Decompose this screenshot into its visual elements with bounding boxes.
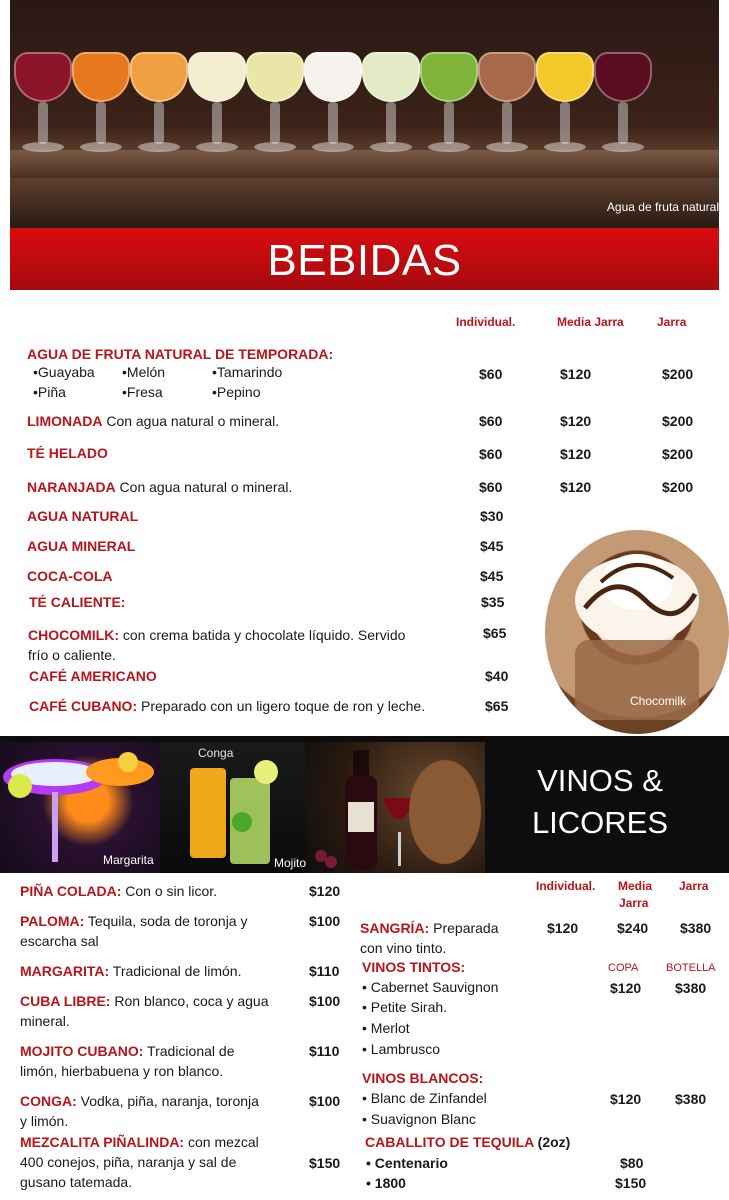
price-copa: $120 xyxy=(610,1091,642,1107)
price-media-jarra: $120 xyxy=(560,366,592,382)
item-sangria xyxy=(360,918,499,938)
header-jarra: Jarra xyxy=(679,879,709,893)
wine-cabernet: • Cabernet Sauvignon xyxy=(362,979,499,995)
lime-slice xyxy=(8,774,32,798)
item-mezcalita xyxy=(20,1132,259,1152)
hero-caption: Agua de fruta natural xyxy=(606,200,719,214)
price: $100 xyxy=(309,993,341,1009)
item-name: MEZCALITA PIÑALINDA: xyxy=(20,1134,185,1150)
item-cafe-cubano xyxy=(29,696,425,716)
header-botella: BOTELLA xyxy=(666,962,716,974)
glass-stem xyxy=(386,102,396,144)
item-name: CABALLITO DE TEQUILA xyxy=(365,1134,534,1150)
item-desc: con crema batida y chocolate líquido. Servido xyxy=(119,627,406,643)
flavor-pina: •Piña xyxy=(33,384,66,400)
chocomilk-caption: Chocomilk xyxy=(630,694,687,708)
item-agua-fruta-name: AGUA DE FRUTA NATURAL DE TEMPORADA: xyxy=(27,346,334,362)
item-name: PIÑA COLADA: xyxy=(20,883,122,899)
bottle-label xyxy=(348,802,374,832)
glass-base xyxy=(138,142,180,152)
glass-bowl xyxy=(188,52,246,102)
item-paloma xyxy=(20,911,247,931)
price: $100 xyxy=(309,913,341,929)
glass-bowl xyxy=(594,52,652,102)
item-desc-2: y limón. xyxy=(20,1113,69,1129)
price-individual: $60 xyxy=(479,479,503,495)
whipped-cream-top xyxy=(601,554,673,610)
item-desc: Tradicional de xyxy=(143,1043,235,1059)
vinos-licores-title xyxy=(505,760,695,844)
mojito-caption: Mojito xyxy=(274,856,307,870)
page-title: BEBIDAS xyxy=(267,236,462,285)
price-individual: $40 xyxy=(485,668,509,684)
price-jarra: $200 xyxy=(662,446,694,462)
item-desc: Con agua natural o mineral. xyxy=(115,479,293,495)
price-individual: $30 xyxy=(480,508,504,524)
glass-stem xyxy=(618,102,628,144)
glass-stem xyxy=(38,102,48,144)
price-individual: $60 xyxy=(479,366,503,382)
fruit-water-glass xyxy=(362,52,420,162)
flavor-fresa: •Fresa xyxy=(122,384,163,400)
item-desc: Vodka, piña, naranja, toronja xyxy=(76,1093,259,1109)
glass-base xyxy=(22,142,64,152)
item-desc-2: con vino tinto. xyxy=(360,940,447,956)
hero-photo xyxy=(10,0,719,228)
glass-stem xyxy=(212,102,222,144)
bebidas-title-bar xyxy=(10,228,719,290)
glass-stem xyxy=(328,102,338,144)
price-individual: $65 xyxy=(483,625,507,641)
header-individual: Individual. xyxy=(456,315,516,329)
flavor-pepino: •Pepino xyxy=(212,384,261,400)
vinos-tintos-title: VINOS TINTOS: xyxy=(362,959,466,975)
glass-base xyxy=(80,142,122,152)
item-agua-mineral-name: AGUA MINERAL xyxy=(27,538,136,554)
price: $150 xyxy=(615,1175,647,1191)
header-individual: Individual. xyxy=(536,879,596,893)
glass-bowl xyxy=(420,52,478,102)
glass-bowl xyxy=(14,52,72,102)
bottle-neck xyxy=(353,750,369,780)
fruit-water-glass xyxy=(478,52,536,162)
glass-base xyxy=(196,142,238,152)
item-cuba-libre xyxy=(20,991,268,1011)
glass-base xyxy=(254,142,296,152)
grape xyxy=(315,850,327,862)
glass-bowl xyxy=(72,52,130,102)
item-size: (2oz) xyxy=(533,1134,571,1150)
header-media-jarra: Media Jarra xyxy=(557,315,624,329)
item-name: SANGRÍA: xyxy=(360,920,430,936)
item-limonada xyxy=(27,411,279,431)
item-name: PALOMA: xyxy=(20,913,85,929)
price-individual: $60 xyxy=(479,413,503,429)
glass-stem xyxy=(52,792,58,862)
glass-bowl xyxy=(304,52,362,102)
header-jarra: Jarra xyxy=(657,315,687,329)
item-name: LIMONADA xyxy=(27,413,103,429)
flavor-guayaba: •Guayaba xyxy=(33,364,95,380)
lemon-slice xyxy=(118,752,138,772)
item-name: CAFÉ CUBANO: xyxy=(29,698,138,714)
fruit-water-glass xyxy=(188,52,246,162)
glass-base xyxy=(312,142,354,152)
price-botella: $380 xyxy=(675,980,707,996)
glass-stem xyxy=(560,102,570,144)
item-desc-2: 400 conejos, piña, naranja y sal de xyxy=(20,1154,237,1170)
price: $100 xyxy=(309,1093,341,1109)
fruit-water-glass xyxy=(72,52,130,162)
item-desc: con mezcal xyxy=(184,1134,259,1150)
price: $80 xyxy=(620,1155,644,1171)
price-individual: $60 xyxy=(479,446,503,462)
wine-glass-stem xyxy=(398,832,401,866)
conga-glass xyxy=(190,768,226,858)
item-desc: Ron blanco, coca y agua xyxy=(110,993,269,1009)
glass-stem xyxy=(502,102,512,144)
glass-base xyxy=(370,142,412,152)
header-copa: COPA xyxy=(608,962,639,974)
item-te-helado-name: TÉ HELADO xyxy=(27,445,108,461)
price-media-jarra: $120 xyxy=(560,479,592,495)
price-media-jarra: $120 xyxy=(560,446,592,462)
tequila-1800: • 1800 xyxy=(366,1175,406,1191)
lime-wedge xyxy=(232,812,252,832)
conga-mojito-illustration xyxy=(160,742,305,873)
price-botella: $380 xyxy=(675,1091,707,1107)
item-desc-2: mineral. xyxy=(20,1013,70,1029)
glass-stem xyxy=(154,102,164,144)
price-jarra: $200 xyxy=(662,366,694,382)
price: $110 xyxy=(309,963,340,979)
price: $120 xyxy=(309,883,341,899)
glass-bowl xyxy=(362,52,420,102)
item-agua-natural-name: AGUA NATURAL xyxy=(27,508,139,524)
fruit-water-glass xyxy=(594,52,652,162)
price: $110 xyxy=(309,1043,340,1059)
glass-stem xyxy=(270,102,280,144)
price-individual: $65 xyxy=(485,698,509,714)
item-caballito-tequila xyxy=(365,1132,570,1152)
glass-base xyxy=(544,142,586,152)
vinos-blancos-title: VINOS BLANCOS: xyxy=(362,1070,484,1086)
title-line-1: VINOS & xyxy=(537,763,663,798)
price-individual: $120 xyxy=(547,920,579,936)
price-jarra: $200 xyxy=(662,413,694,429)
glass-base xyxy=(602,142,644,152)
wine-illustration xyxy=(305,742,485,873)
glass-base xyxy=(486,142,528,152)
wine-blanc-zinfandel: • Blanc de Zinfandel xyxy=(362,1090,487,1106)
wine-lambrusco: • Lambrusco xyxy=(362,1041,441,1057)
item-conga xyxy=(20,1091,259,1111)
item-mojito-cubano xyxy=(20,1041,234,1061)
conga-mojito-photo xyxy=(160,742,305,873)
item-chocomilk-desc-2: frío o caliente. xyxy=(28,647,116,663)
item-name: CONGA: xyxy=(20,1093,77,1109)
fruit-water-glass xyxy=(304,52,362,162)
glass-mug xyxy=(575,640,699,720)
header-media-jarra: Jarra xyxy=(619,896,649,910)
item-chocomilk xyxy=(28,625,405,645)
item-name: MARGARITA: xyxy=(20,963,110,979)
glass-stem xyxy=(444,102,454,144)
wine-photo xyxy=(305,742,485,873)
price-individual: $45 xyxy=(480,538,504,554)
price-jarra: $200 xyxy=(662,479,694,495)
grape xyxy=(325,856,337,868)
fruit-water-glass xyxy=(130,52,188,162)
item-cafe-americano-name: CAFÉ AMERICANO xyxy=(29,668,157,684)
item-name: CHOCOMILK: xyxy=(28,627,119,643)
item-coca-cola-name: COCA-COLA xyxy=(27,568,113,584)
item-desc: Tradicional de limón. xyxy=(109,963,242,979)
item-name: NARANJADA xyxy=(27,479,116,495)
item-te-caliente-name: TÉ CALIENTE: xyxy=(29,594,126,610)
item-desc: Con agua natural o mineral. xyxy=(102,413,280,429)
wine-petite-sirah: • Petite Sirah. xyxy=(362,999,448,1015)
flavor-tamarindo: •Tamarindo xyxy=(212,364,283,380)
glass-bowl xyxy=(536,52,594,102)
wine-barrel xyxy=(409,760,481,864)
price-individual: $45 xyxy=(480,568,504,584)
glass-bowl xyxy=(246,52,304,102)
fruit-water-glass xyxy=(14,52,72,162)
item-desc: Con o sin licor. xyxy=(121,883,218,899)
header-media: Media xyxy=(618,879,653,893)
lime-wheel xyxy=(254,760,278,784)
item-pina-colada xyxy=(20,881,217,901)
fruit-water-glass xyxy=(420,52,478,162)
flavor-melon: •Melón xyxy=(122,364,166,380)
margarita-caption: Margarita xyxy=(103,853,154,867)
item-desc: Preparado con un ligero toque de ron y leche. xyxy=(137,698,426,714)
item-desc: Preparada xyxy=(429,920,499,936)
item-desc-2: limón, hierbabuena y ron blanco. xyxy=(20,1063,224,1079)
fruit-water-glass xyxy=(536,52,594,162)
item-naranjada xyxy=(27,477,292,497)
price-copa: $120 xyxy=(610,980,642,996)
conga-caption: Conga xyxy=(198,746,234,760)
item-desc-3: gusano tatemada. xyxy=(20,1174,133,1190)
glass-stem xyxy=(96,102,106,144)
price-individual: $35 xyxy=(481,594,505,610)
glass-bowl xyxy=(130,52,188,102)
item-name: CUBA LIBRE: xyxy=(20,993,111,1009)
title-line-2: LICORES xyxy=(531,805,669,840)
fruit-water-glass xyxy=(246,52,304,162)
glass-base xyxy=(428,142,470,152)
item-desc: Tequila, soda de toronja y xyxy=(84,913,248,929)
price-jarra: $380 xyxy=(680,920,712,936)
price-media-jarra: $120 xyxy=(560,413,592,429)
glass-bowl xyxy=(478,52,536,102)
item-margarita xyxy=(20,961,241,981)
wine-suavignon-blanc: • Suavignon Blanc xyxy=(362,1111,476,1127)
price: $150 xyxy=(309,1155,341,1171)
price-media-jarra: $240 xyxy=(617,920,649,936)
tequila-centenario: • Centenario xyxy=(366,1155,448,1171)
item-desc-2: escarcha sal xyxy=(20,933,99,949)
item-name: MOJITO CUBANO: xyxy=(20,1043,144,1059)
wine-merlot: • Merlot xyxy=(362,1020,410,1036)
